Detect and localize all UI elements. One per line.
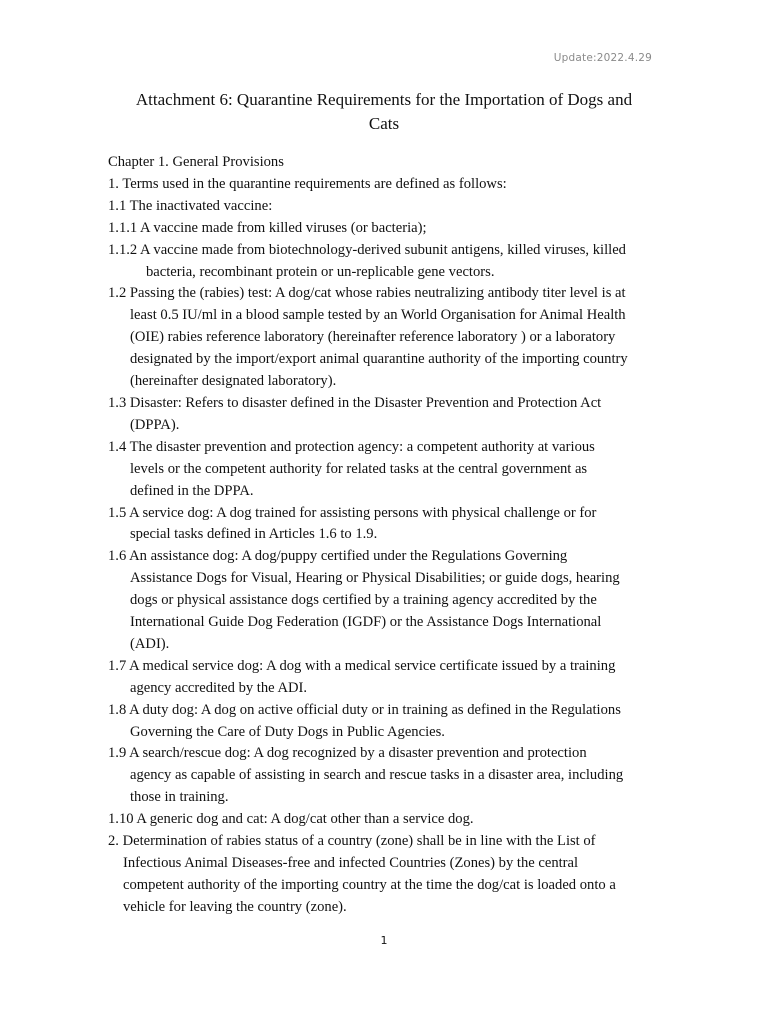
text-line: 1.10 A generic dog and cat: A dog/cat other than a service dog. <box>108 811 474 828</box>
text-line: (DPPA). <box>130 416 180 433</box>
text-line: 1.1 The inactivated vaccine: <box>108 197 273 214</box>
text-line: 1.1.2 A vaccine made from biotechnology-derived subunit antigens, killed viruses, killed <box>108 241 626 258</box>
text-line: 1.4 The disaster prevention and protection agency: a competent authority at various <box>108 438 595 455</box>
text-line: 1. Terms used in the quarantine requirements are defined as follows: <box>108 175 507 192</box>
document-title <box>108 88 660 136</box>
text-line: International Guide Dog Federation (IGDF) or the Assistance Dogs International <box>130 614 602 631</box>
text-line: 1.6 An assistance dog: A dog/puppy certified under the Regulations Governing <box>108 548 568 565</box>
text-line: (hereinafter designated laboratory). <box>130 373 337 390</box>
text-line: Infectious Animal Diseases-free and infected Countries (Zones) by the central <box>123 855 579 871</box>
text-line: dogs or physical assistance dogs certified by a training agency accredited by the <box>130 592 597 609</box>
text-line: agency accredited by the ADI. <box>130 679 308 696</box>
text-line: special tasks defined in Articles 1.6 to 1.9. <box>130 526 378 543</box>
update-date: Update:2022.4.29 <box>553 52 652 64</box>
text-line: Governing the Care of Duty Dogs in Public Agencies. <box>130 723 445 740</box>
text-line: levels or the competent authority for related tasks at the central government as <box>130 460 588 477</box>
text-line: bacteria, recombinant protein or un-replicable gene vectors. <box>146 263 495 280</box>
title-line: Attachment 6: Quarantine Requirements for the Importation of Dogs and <box>135 90 633 109</box>
text-line: designated by the import/export animal quarantine authority of the importing country <box>130 351 628 368</box>
text-line: 2. Determination of rabies status of a country (zone) shall be in line with the List of <box>108 833 596 850</box>
page-number: 1 <box>380 934 388 947</box>
text-line: 1.3 Disaster: Refers to disaster defined in the Disaster Prevention and Protection Act <box>108 394 602 411</box>
text-line: those in training. <box>130 789 229 806</box>
text-line: agency as capable of assisting in search and rescue tasks in a disaster area, including <box>130 767 624 784</box>
text-line: 1.1.1 A vaccine made from killed viruses (or bacteria); <box>108 219 427 236</box>
text-line: 1.9 A search/rescue dog: A dog recognized by a disaster prevention and protection <box>108 745 587 762</box>
text-line: 1.2 Passing the (rabies) test: A dog/cat whose rabies neutralizing antibody titer level is at <box>108 285 626 302</box>
title-line: Cats <box>368 114 400 133</box>
text-line: 1.7 A medical service dog: A dog with a medical service certificate issued by a training <box>108 657 616 674</box>
text-line: 1.8 A duty dog: A dog on active official duty or in training as defined in the Regulations <box>108 701 621 718</box>
text-line: 1.5 A service dog: A dog trained for assisting persons with physical challenge or for <box>108 504 597 521</box>
document-body <box>108 152 660 919</box>
text-line: defined in the DPPA. <box>130 482 254 499</box>
text-line: Assistance Dogs for Visual, Hearing or Physical Disabilities; or guide dogs, hearing <box>130 570 620 587</box>
text-line: vehicle for leaving the country (zone). <box>123 898 347 915</box>
text-line: Chapter 1. General Provisions <box>108 154 284 170</box>
text-line: (OIE) rabies reference laboratory (hereinafter reference laboratory ) or a laboratory <box>130 329 616 346</box>
text-line: (ADI). <box>130 635 170 652</box>
text-line: competent authority of the importing country at the time the dog/cat is loaded onto a <box>123 876 616 893</box>
text-line: least 0.5 IU/ml in a blood sample tested by an World Organisation for Animal Health <box>130 307 626 324</box>
